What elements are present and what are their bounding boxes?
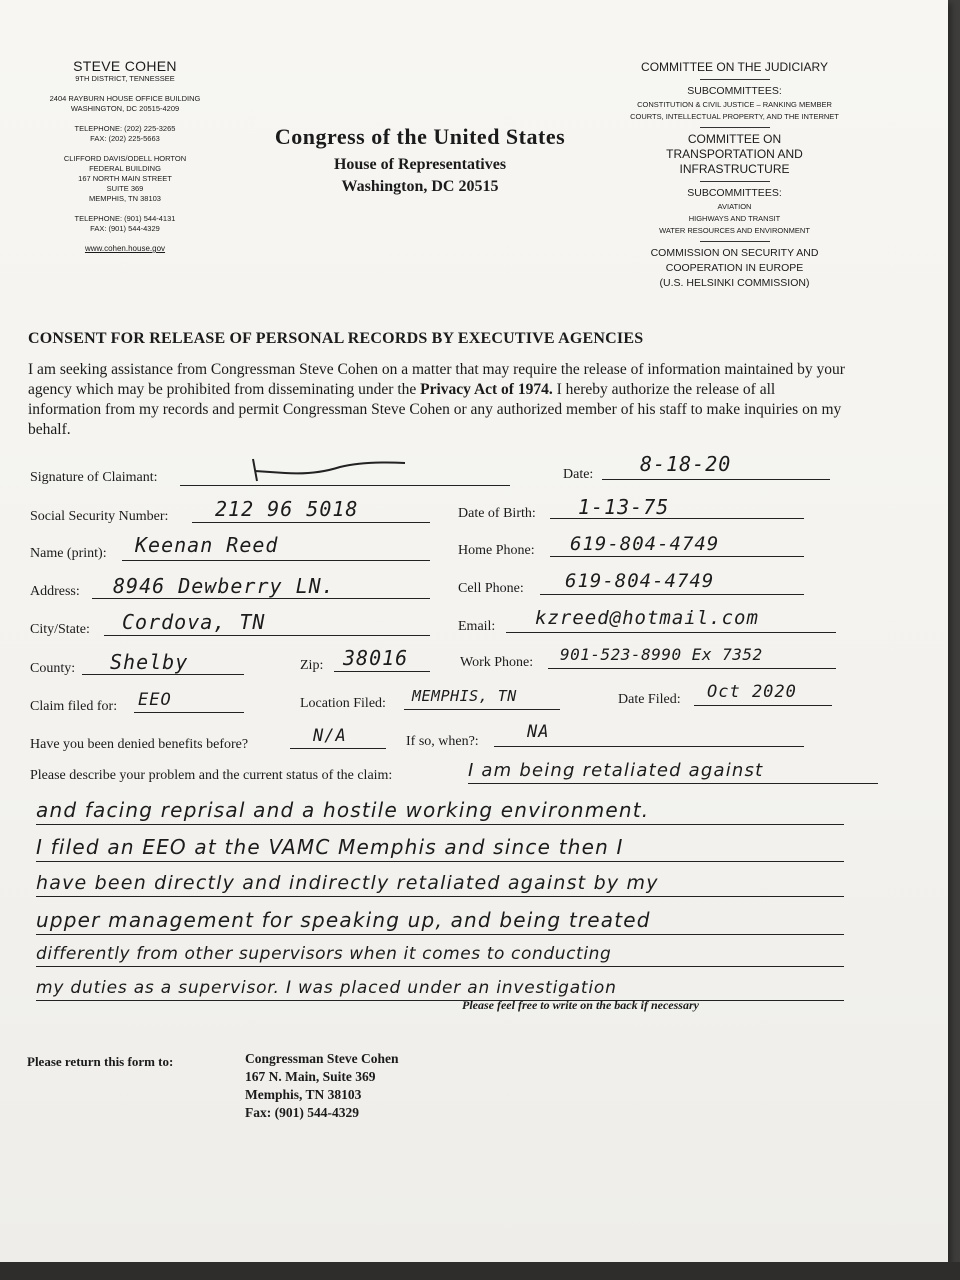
privacy-act: Privacy Act of 1974. — [420, 381, 553, 398]
address-value[interactable]: 8946 Dewberry LN. — [113, 574, 335, 598]
local-fax: FAX: (901) 544-4329 — [90, 224, 160, 233]
name-line — [122, 560, 430, 561]
intro-text: I hereby authorize the release of all information from my records and permit Congressman Steve Cohen or any authorized member of his staff to make inquiries on my behalf. — [28, 381, 842, 438]
if-so-when-value[interactable]: NA — [527, 722, 550, 742]
date-line — [602, 479, 830, 480]
description-line[interactable]: I am being retaliated against — [468, 760, 878, 784]
dc-fax: FAX: (202) 225-5663 — [90, 134, 160, 143]
location-filed-label: Location Filed: — [300, 696, 386, 711]
location-filed-value[interactable]: MEMPHIS, TN — [412, 687, 517, 705]
location-filed-line — [404, 709, 560, 710]
intro-paragraph — [28, 360, 848, 440]
work-phone-value[interactable]: 901-523-8990 Ex 7352 — [560, 645, 763, 664]
name-label: Name (print): — [30, 546, 107, 561]
date-value[interactable]: 8-18-20 — [640, 452, 732, 476]
home-phone-line — [550, 556, 804, 557]
description-line[interactable]: differently from other supervisors when it comes to conducting — [36, 944, 844, 967]
cell-phone-value[interactable]: 619-804-4749 — [565, 570, 715, 592]
committee-transportation: TRANSPORTATION AND — [666, 147, 803, 161]
return-address-line: Memphis, TN 38103 — [245, 1087, 362, 1102]
congress-title: Congress of the United States — [274, 124, 566, 149]
committee-transportation: COMMITTEE ON — [687, 132, 782, 146]
local-office-line: SUITE 369 — [106, 184, 144, 193]
committee-transportation: INFRASTRUCTURE — [679, 162, 790, 176]
form-title: CONSENT FOR RELEASE OF PERSONAL RECORDS BY EXECUTIVE AGENCIES — [28, 330, 644, 347]
cell-phone-line — [540, 594, 804, 595]
claim-for-value[interactable]: EEO — [138, 690, 172, 710]
local-office-line: CLIFFORD DAVIS/ODELL HORTON — [63, 154, 187, 163]
dc-office-line: WASHINGTON, DC 20515-4209 — [70, 104, 180, 113]
email-value[interactable]: kzreed@hotmail.com — [535, 607, 759, 629]
return-address — [245, 1050, 399, 1122]
date-filed-value[interactable]: Oct 2020 — [707, 682, 797, 702]
congressman-name: STEVE COHEN — [73, 58, 177, 74]
letterhead-center — [230, 124, 610, 196]
subcommittee: HIGHWAYS AND TRANSIT — [688, 214, 781, 223]
home-phone-label: Home Phone: — [458, 543, 535, 558]
description-line[interactable]: I filed an EEO at the VAMC Memphis and since then I — [36, 835, 844, 862]
county-line — [82, 674, 244, 675]
home-phone-value[interactable]: 619-804-4749 — [570, 533, 720, 555]
write-on-back-note: Please feel free to write on the back if necessary — [462, 998, 699, 1012]
ssn-value[interactable]: 212 96 5018 — [215, 497, 359, 521]
description-line[interactable]: and facing reprisal and a hostile working environment. — [36, 798, 844, 825]
return-label: Please return this form to: — [27, 1054, 174, 1069]
denied-before-line — [290, 748, 386, 749]
subcommittee: COURTS, INTELLECTUAL PROPERTY, AND THE INTERNET — [630, 112, 839, 121]
return-address-line: 167 N. Main, Suite 369 — [245, 1069, 376, 1084]
dc-office-line: 2404 RAYBURN HOUSE OFFICE BUILDING — [49, 94, 201, 103]
ssn-label: Social Security Number: — [30, 509, 169, 524]
name-value[interactable]: Keenan Reed — [135, 533, 279, 557]
table-surface — [0, 1262, 960, 1280]
city-state-value[interactable]: Cordova, TN — [122, 610, 266, 634]
address-label: Address: — [30, 584, 80, 599]
claim-for-label: Claim filed for: — [30, 699, 118, 714]
dc-phone: TELEPHONE: (202) 225-3265 — [74, 124, 176, 133]
email-line — [506, 632, 836, 633]
denied-before-value[interactable]: N/A — [313, 726, 347, 746]
email-label: Email: — [458, 619, 496, 634]
local-office-line: 167 NORTH MAIN STREET — [78, 174, 172, 183]
subcommittees-label: SUBCOMMITTEES: — [687, 85, 782, 97]
ssn-line — [192, 522, 430, 523]
cell-phone-label: Cell Phone: — [458, 581, 524, 596]
address-line — [92, 598, 430, 599]
zip-value[interactable]: 38016 — [343, 646, 409, 670]
letterhead-right — [612, 60, 857, 291]
dob-value[interactable]: 1-13-75 — [578, 495, 670, 519]
signature-mark[interactable] — [245, 455, 415, 487]
intro-text: I am seeking assistance from Congressman Steve Cohen on a matter that may require the release of information maintained by your agency which may be prohibited from disseminating under the — [28, 361, 845, 398]
zip-line — [334, 671, 430, 672]
work-phone-label: Work Phone: — [460, 655, 534, 670]
signature-label: Signature of Claimant: — [30, 470, 158, 485]
description-line[interactable]: have been directly and indirectly retaliated against by my — [36, 872, 844, 897]
denied-before-label: Have you been denied benefits before? — [30, 737, 249, 752]
description-line[interactable]: my duties as a supervisor. I was placed under an investigation — [36, 978, 844, 1001]
subcommittee: CONSTITUTION & CIVIL JUSTICE – RANKING MEMBER — [637, 100, 832, 109]
describe-label: Please describe your problem and the current status of the claim: — [30, 768, 393, 783]
return-address-line: Fax: (901) 544-4329 — [245, 1105, 359, 1120]
return-address-line: Congressman Steve Cohen — [245, 1051, 399, 1066]
local-office-line: MEMPHIS, TN 38103 — [89, 194, 161, 203]
zip-label: Zip: — [300, 658, 324, 673]
subcommittee: WATER RESOURCES AND ENVIRONMENT — [659, 226, 810, 235]
subcommittee: AVIATION — [717, 202, 752, 211]
local-phone: TELEPHONE: (901) 544-4131 — [74, 214, 176, 223]
city-state-line — [104, 635, 430, 636]
county-value[interactable]: Shelby — [110, 650, 189, 674]
letterhead-left — [30, 58, 220, 253]
claim-for-line — [134, 712, 244, 713]
if-so-when-line — [494, 746, 804, 747]
if-so-when-label: If so, when?: — [406, 734, 479, 749]
date-filed-label: Date Filed: — [618, 692, 681, 707]
date-label: Date: — [563, 467, 594, 482]
city-state-label: City/State: — [30, 622, 90, 637]
work-phone-line — [548, 668, 836, 669]
city-title: Washington, DC 20515 — [341, 178, 499, 195]
commission: (U.S. HELSINKI COMMISSION) — [659, 277, 810, 289]
website-link[interactable]: www.cohen.house.gov — [84, 244, 166, 253]
date-filed-line — [694, 705, 832, 706]
district: 9TH DISTRICT, TENNESSEE — [75, 74, 175, 83]
commission: COMMISSION ON SECURITY AND — [650, 247, 819, 259]
description-line[interactable]: upper management for speaking up, and being treated — [36, 908, 844, 935]
commission: COOPERATION IN EUROPE — [665, 262, 804, 274]
committee-judiciary: COMMITTEE ON THE JUDICIARY — [641, 60, 828, 74]
county-label: County: — [30, 661, 76, 676]
local-office-line: FEDERAL BUILDING — [89, 164, 161, 173]
subcommittees-label: SUBCOMMITTEES: — [687, 187, 782, 199]
dob-label: Date of Birth: — [458, 506, 536, 521]
house-title: House of Representatives — [333, 156, 507, 173]
